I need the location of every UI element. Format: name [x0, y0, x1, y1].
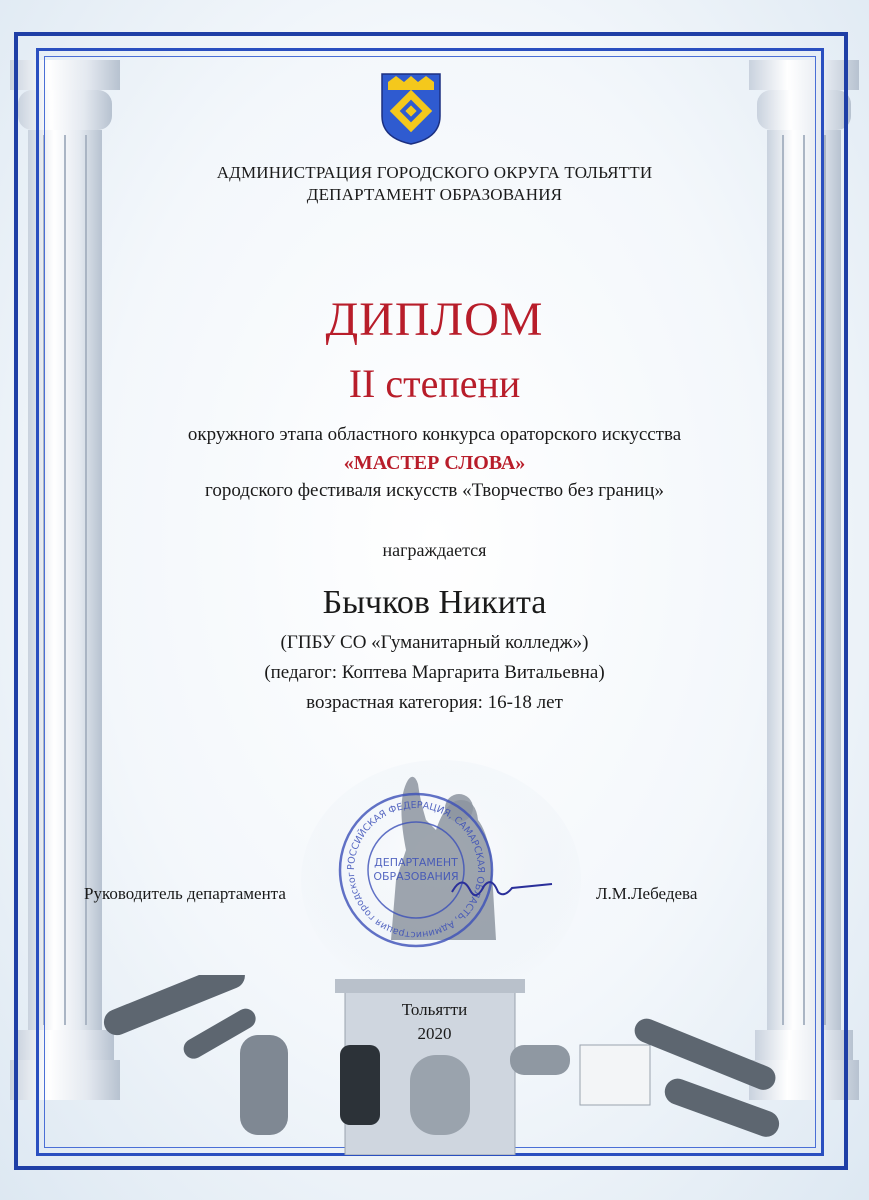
administration-name: АДМИНИСТРАЦИЯ ГОРОДСКОГО ОКРУГА ТОЛЬЯТТИ — [216, 163, 653, 182]
handwritten-signature — [448, 868, 558, 908]
city-emblem-icon — [380, 72, 442, 146]
stamp-center-line1: ДЕПАРТАМЕНТ — [374, 856, 458, 869]
contest-name: «МАСТЕР СЛОВА» — [343, 452, 526, 474]
signatory-name: Л.М.Лебедева — [596, 884, 698, 903]
department-name: ДЕПАРТАМЕНТ ОБРАЗОВАНИЯ — [306, 185, 563, 204]
age-category: возрастная категория: 16-18 лет — [306, 692, 563, 713]
recipient-name: Бычков Никита — [322, 584, 547, 621]
teacher-name: (педагог: Коптева Маргарита Витальевна) — [264, 662, 605, 683]
recipient-organization: (ГПБУ СО «Гуманитарный колледж») — [280, 632, 589, 653]
signatory-position: Руководитель департамента — [84, 884, 286, 903]
diploma-title: ДИПЛОМ — [325, 293, 544, 346]
festival-name: городского фестиваля искусств «Творчество без границ» — [205, 480, 664, 501]
stamp-ring-text: РОССИЙСКАЯ ФЕДЕРАЦИЯ, САМАРСКАЯ ОБЛАСТЬ, Администрация городског — [345, 799, 487, 941]
stamp-center-line2: ОБРАЗОВАНИЯ — [373, 870, 459, 883]
contest-stage: окружного этапа областного конкурса ораторского искусства — [187, 424, 682, 445]
awarded-label: награждается — [382, 540, 487, 560]
issue-year: 2020 — [417, 1024, 452, 1043]
city-name: Тольятти — [401, 1000, 468, 1019]
issuer-header — [0, 162, 869, 206]
diploma-degree: II степени — [348, 361, 521, 406]
